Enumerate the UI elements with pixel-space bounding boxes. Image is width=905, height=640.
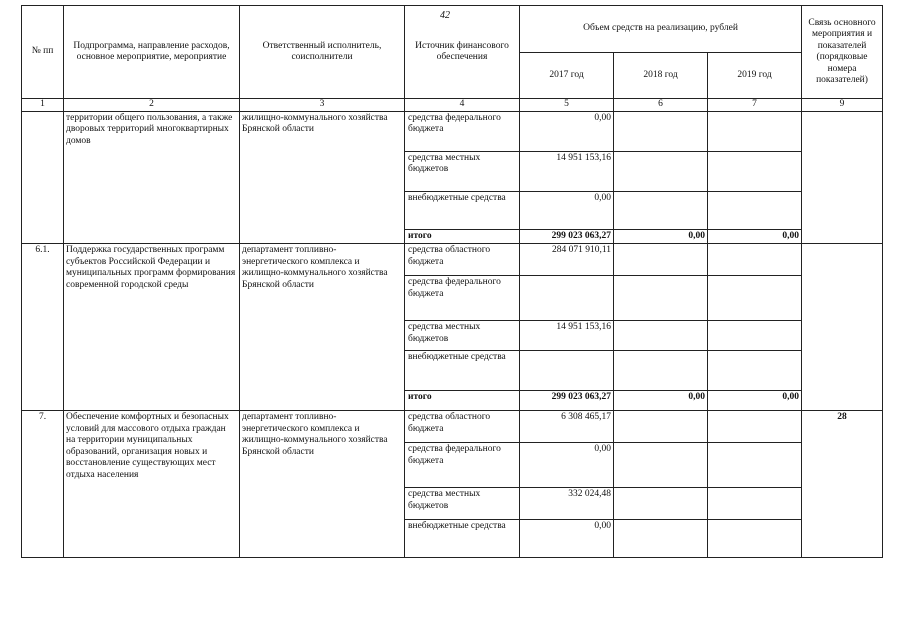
source-cell: средства областного бюджета <box>405 244 520 276</box>
amount-2017: 332 024,48 <box>520 488 614 520</box>
header-2019: 2019 год <box>708 53 802 99</box>
link-cell: 28 <box>802 411 883 558</box>
column-number: 3 <box>240 99 405 112</box>
total-2018: 0,00 <box>614 229 708 244</box>
table-row <box>22 411 883 443</box>
table-row <box>22 111 883 151</box>
source-cell: средства местных бюджетов <box>405 321 520 351</box>
program-cell: Поддержка государственных программ субъектов Российской Федерации и муниципальных программ формирования современной городской среды <box>64 244 240 411</box>
amount-2017 <box>520 351 614 391</box>
amount-2019 <box>708 520 802 558</box>
table-row <box>22 244 883 276</box>
amount-2017: 0,00 <box>520 443 614 488</box>
amount-2017: 284 071 910,11 <box>520 244 614 276</box>
executor-cell: департамент топливно-энергетического комплекса и жилищно-коммунального хозяйства Брянской области <box>240 411 405 558</box>
source-cell: средства местных бюджетов <box>405 151 520 191</box>
amount-2017: 0,00 <box>520 191 614 229</box>
amount-2018 <box>614 443 708 488</box>
amount-2019 <box>708 488 802 520</box>
amount-2018 <box>614 321 708 351</box>
program-cell: Обеспечение комфортных и безопасных условий для массового отдыха граждан на территории муниципальных образований, организация новых и восстановление существующих мест отдыха населения <box>64 411 240 558</box>
source-cell: итого <box>405 229 520 244</box>
amount-2018 <box>614 191 708 229</box>
column-number: 6 <box>614 99 708 112</box>
row-number: 7. <box>22 411 64 558</box>
amount-2017: 0,00 <box>520 520 614 558</box>
column-number: 7 <box>708 99 802 112</box>
link-cell <box>802 244 883 411</box>
amount-2018 <box>614 276 708 321</box>
total-2017: 299 023 063,27 <box>520 391 614 411</box>
amount-2017: 6 308 465,17 <box>520 411 614 443</box>
executor-cell: департамент топливно-энергетического комплекса и жилищно-коммунального хозяйства Брянской области <box>240 244 405 411</box>
total-2018: 0,00 <box>614 391 708 411</box>
amount-2018 <box>614 151 708 191</box>
source-cell: средства федерального бюджета <box>405 276 520 321</box>
amount-2019 <box>708 276 802 321</box>
header-amount-group: Объем средств на реализацию, рублей <box>520 6 802 53</box>
header-program: Подпрограмма, направление расходов, основное мероприятие, мероприятие <box>64 6 240 99</box>
header-row-1 <box>22 6 883 53</box>
amount-2019 <box>708 351 802 391</box>
header-executor: Ответственный исполнитель, соисполнители <box>240 6 405 99</box>
program-cell: территории общего пользования, а также дворовых территорий многоквартирных домов <box>64 111 240 244</box>
header-source: Источник финансового обеспечения <box>405 6 520 99</box>
amount-2017: 14 951 153,16 <box>520 321 614 351</box>
amount-2019 <box>708 111 802 151</box>
source-cell: внебюджетные средства <box>405 520 520 558</box>
header-2017: 2017 год <box>520 53 614 99</box>
column-number: 4 <box>405 99 520 112</box>
column-number-row <box>22 99 883 112</box>
amount-2018 <box>614 520 708 558</box>
header-no: № пп <box>22 6 64 99</box>
source-cell: внебюджетные средства <box>405 351 520 391</box>
amount-2019 <box>708 151 802 191</box>
amount-2017: 0,00 <box>520 111 614 151</box>
row-number <box>22 111 64 244</box>
source-cell: средства местных бюджетов <box>405 488 520 520</box>
budget-table <box>21 5 883 558</box>
amount-2018 <box>614 411 708 443</box>
amount-2017 <box>520 276 614 321</box>
amount-2019 <box>708 321 802 351</box>
source-cell: средства федерального бюджета <box>405 111 520 151</box>
source-cell: итого <box>405 391 520 411</box>
amount-2018 <box>614 488 708 520</box>
executor-cell: жилищно-коммунального хозяйства Брянской области <box>240 111 405 244</box>
header-2018: 2018 год <box>614 53 708 99</box>
column-number: 9 <box>802 99 883 112</box>
amount-2019 <box>708 411 802 443</box>
total-2017: 299 023 063,27 <box>520 229 614 244</box>
total-2019: 0,00 <box>708 391 802 411</box>
link-cell <box>802 111 883 244</box>
source-cell: средства федерального бюджета <box>405 443 520 488</box>
amount-2018 <box>614 351 708 391</box>
amount-2017: 14 951 153,16 <box>520 151 614 191</box>
amount-2018 <box>614 111 708 151</box>
total-2019: 0,00 <box>708 229 802 244</box>
column-number: 2 <box>64 99 240 112</box>
page-number: 42 <box>440 10 450 21</box>
amount-2019 <box>708 191 802 229</box>
amount-2019 <box>708 244 802 276</box>
column-number: 1 <box>22 99 64 112</box>
header-link: Связь основного мероприятия и показателей (порядковые номера показателей) <box>802 6 883 99</box>
amount-2019 <box>708 443 802 488</box>
source-cell: средства областного бюджета <box>405 411 520 443</box>
source-cell: внебюджетные средства <box>405 191 520 229</box>
amount-2018 <box>614 244 708 276</box>
column-number: 5 <box>520 99 614 112</box>
row-number: 6.1. <box>22 244 64 411</box>
